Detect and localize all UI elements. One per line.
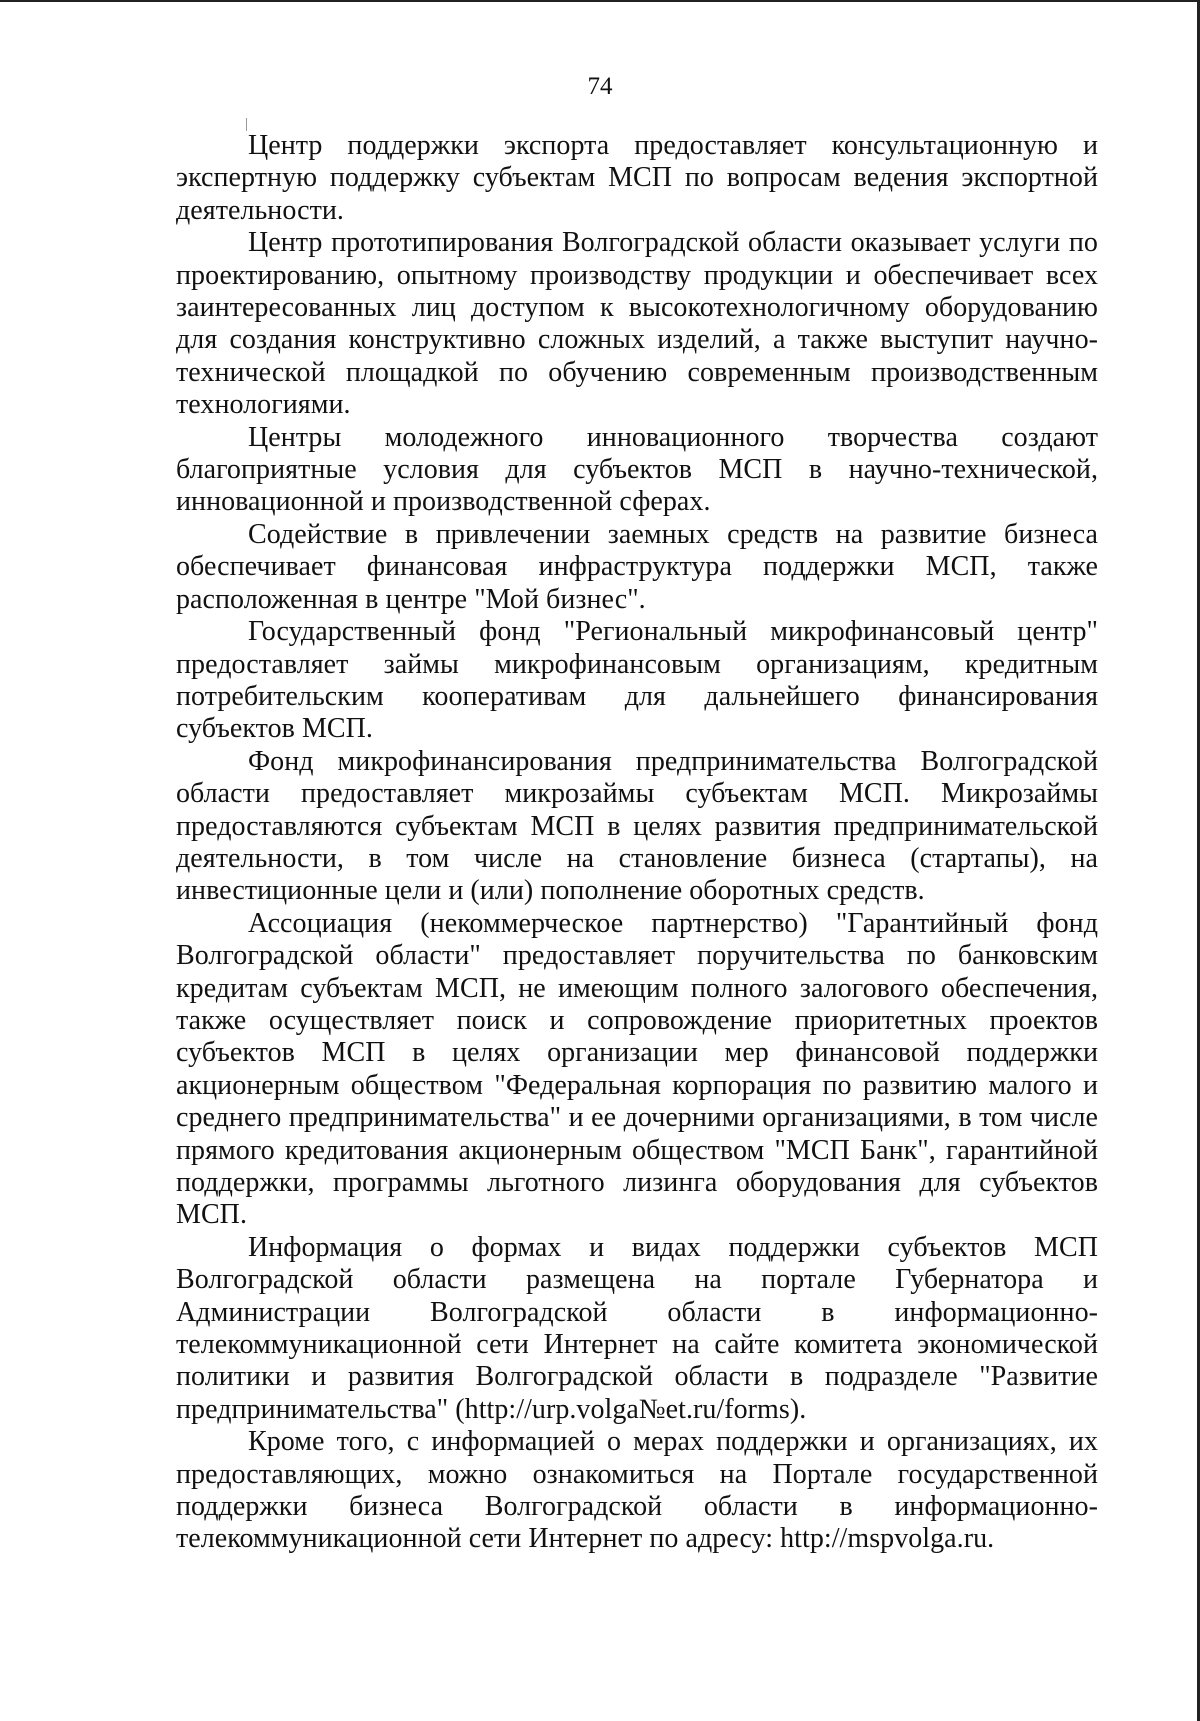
document-body (176, 130, 1098, 1556)
page-number: 74 (587, 73, 613, 100)
paragraph-support-info-portal: Информация о формах и видах поддержки субъектов МСП Волгоградской области размещена на портале Губернатора и Администрации Волгоградской области в информационно-телекоммуникационной сети Интернет на сайте комитета экономической политики и развития Волгоградской области в подразделе "Развитие предпринимательства" (http://urp.volga№et.ru/forms). (176, 1231, 1098, 1425)
scan-edge-top (0, 0, 1200, 2)
paragraph-export-center: Центр поддержки экспорта предоставляет консультационную и экспертную поддержку субъектам МСП по вопросам ведения экспортной деятельности. (176, 130, 1098, 226)
paragraph-guarantee-fund: Ассоциация (некоммерческое партнерство) "Гарантийный фонд Волгоградской области" предоставляет поручительства по банковским кредитам субъектам МСП, не имеющим полного залогового обеспечения, также осуществляет поиск и сопровождение приоритетных проектов субъектов МСП в целях организации мер финансовой поддержки акционерным обществом "Федеральная корпорация по развитию малого и среднего предпринимательства" и ее дочерними организациями, в том числе прямого кредитования акционерным обществом "МСП Банк", гарантийной поддержки, программы льготного лизинга оборудования для субъектов МСП. (176, 907, 1098, 1231)
paragraph-youth-innovation-centers: Центры молодежного инновационного творчества создают благоприятные условия для субъектов МСП в научно-технической, инновационной и производственной сферах. (176, 421, 1098, 518)
paragraph-state-support-portal: Кроме того, с информацией о мерах поддержки и организациях, их предоставляющих, можно ознакомиться на Портале государственной поддержки бизнеса Волгоградской области в информационно-телекоммуникационной сети Интернет по адресу: http://mspvolga.ru. (176, 1426, 1098, 1555)
paragraph-borrowed-funds: Содействие в привлечении заемных средств на развитие бизнеса обеспечивает финансовая инфраструктура поддержки МСП, также расположенная в центре "Мой бизнес". (176, 518, 1098, 615)
paragraph-regional-microfinance-center: Государственный фонд "Региональный микрофинансовый центр" предоставляет займы микрофинансовым организациям, кредитным потребительским кооперативам для дальнейшего финансирования субъектов МСП. (176, 616, 1098, 745)
paragraph-prototyping-center: Центр прототипирования Волгоградской области оказывает услуги по проектированию, опытному производству продукции и обеспечивает всех заинтересованных лиц доступом к высокотехнологичному оборудованию для создания конструктивно сложных изделий, а также выступит научно-технической площадкой по обучению современным производственным технологиями. (176, 227, 1098, 421)
paragraph-microfinance-fund: Фонд микрофинансирования предпринимательства Волгоградской области предоставляет микрозаймы субъектам МСП. Микрозаймы предоставляются субъектам МСП в целях развития предпринимательской деятельности, в том числе на становление бизнеса (стартапы), на инвестиционные цели и (или) пополнение оборотных средств. (176, 745, 1098, 907)
